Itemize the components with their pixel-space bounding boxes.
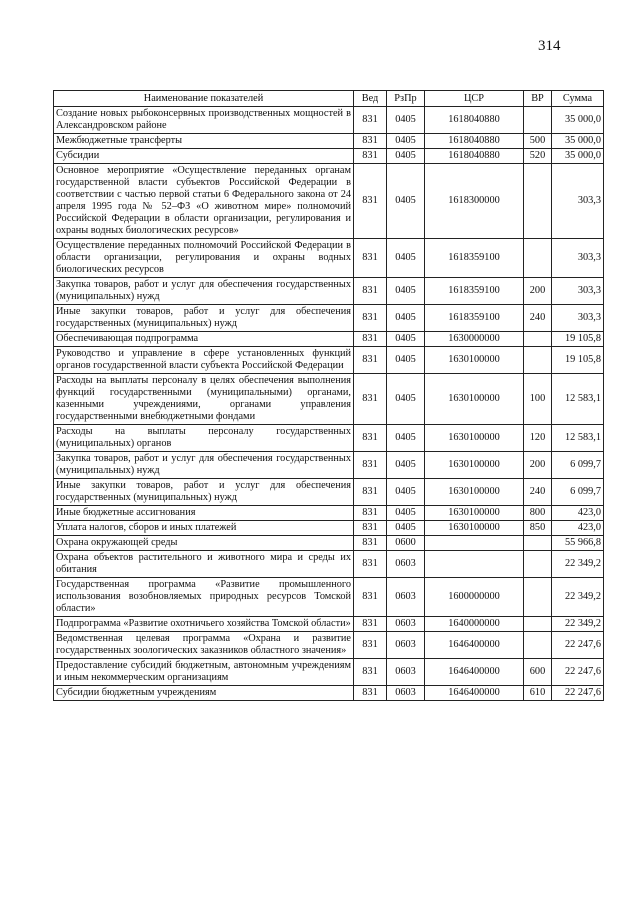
row-rzpr: 0405 [387, 164, 425, 239]
row-csr: 1646400000 [425, 686, 524, 701]
row-name: Иные закупки товаров, работ и услуг для обеспечения государственных (муниципальных) нужд [54, 479, 354, 506]
row-ved: 831 [354, 521, 387, 536]
row-ved: 831 [354, 164, 387, 239]
row-rzpr: 0405 [387, 347, 425, 374]
row-rzpr: 0405 [387, 374, 425, 425]
table-row [54, 332, 604, 347]
row-sum: 12 583,1 [552, 425, 604, 452]
row-name: Иные бюджетные ассигнования [54, 506, 354, 521]
row-sum: 22 247,6 [552, 632, 604, 659]
row-sum: 35 000,0 [552, 134, 604, 149]
row-rzpr: 0405 [387, 332, 425, 347]
row-vr: 100 [524, 374, 552, 425]
row-name: Иные закупки товаров, работ и услуг для обеспечения государственных (муниципальных) нужд [54, 305, 354, 332]
row-rzpr: 0405 [387, 521, 425, 536]
row-ved: 831 [354, 278, 387, 305]
row-rzpr: 0405 [387, 479, 425, 506]
row-csr: 1630100000 [425, 374, 524, 425]
table-row [54, 686, 604, 701]
row-sum: 6 099,7 [552, 479, 604, 506]
row-ved: 831 [354, 452, 387, 479]
header-sum: Сумма [552, 91, 604, 107]
table-row [54, 578, 604, 617]
row-sum: 22 247,6 [552, 686, 604, 701]
table-row [54, 164, 604, 239]
row-csr [425, 551, 524, 578]
row-rzpr: 0603 [387, 686, 425, 701]
row-vr: 800 [524, 506, 552, 521]
budget-table [53, 90, 604, 701]
row-rzpr: 0405 [387, 506, 425, 521]
row-rzpr: 0603 [387, 659, 425, 686]
row-csr: 1630100000 [425, 452, 524, 479]
row-rzpr: 0405 [387, 107, 425, 134]
row-ved: 831 [354, 149, 387, 164]
row-ved: 831 [354, 305, 387, 332]
row-csr: 1630100000 [425, 506, 524, 521]
row-name: Уплата налогов, сборов и иных платежей [54, 521, 354, 536]
row-rzpr: 0405 [387, 134, 425, 149]
header-csr: ЦСР [425, 91, 524, 107]
row-vr: 500 [524, 134, 552, 149]
row-sum: 12 583,1 [552, 374, 604, 425]
row-name: Закупка товаров, работ и услуг для обеспечения государственных (муниципальных) нужд [54, 278, 354, 305]
row-sum: 6 099,7 [552, 452, 604, 479]
row-rzpr: 0405 [387, 278, 425, 305]
row-vr: 200 [524, 452, 552, 479]
table-row [54, 536, 604, 551]
row-vr: 850 [524, 521, 552, 536]
row-ved: 831 [354, 332, 387, 347]
row-csr: 1630100000 [425, 479, 524, 506]
row-name: Расходы на выплаты персоналу государственных (муниципальных) органов [54, 425, 354, 452]
row-vr [524, 536, 552, 551]
row-sum: 19 105,8 [552, 347, 604, 374]
row-vr [524, 578, 552, 617]
row-csr [425, 536, 524, 551]
row-sum: 19 105,8 [552, 332, 604, 347]
row-sum: 35 000,0 [552, 107, 604, 134]
row-vr [524, 332, 552, 347]
row-vr: 240 [524, 305, 552, 332]
table-row [54, 374, 604, 425]
row-rzpr: 0405 [387, 239, 425, 278]
table-row [54, 425, 604, 452]
row-name: Субсидии бюджетным учреждениям [54, 686, 354, 701]
row-csr: 1618040880 [425, 107, 524, 134]
row-rzpr: 0405 [387, 305, 425, 332]
header-rzpr: РзПр [387, 91, 425, 107]
row-vr [524, 239, 552, 278]
table-body [54, 107, 604, 701]
row-name: Закупка товаров, работ и услуг для обеспечения государственных (муниципальных) нужд [54, 452, 354, 479]
row-vr [524, 632, 552, 659]
table-row [54, 551, 604, 578]
row-csr: 1630100000 [425, 347, 524, 374]
row-ved: 831 [354, 347, 387, 374]
row-ved: 831 [354, 659, 387, 686]
row-ved: 831 [354, 425, 387, 452]
row-name: Предоставление субсидий бюджетным, автономным учреждениям и иным некоммерческим организациям [54, 659, 354, 686]
table-row [54, 278, 604, 305]
row-csr: 1630100000 [425, 425, 524, 452]
row-name: Осуществление переданных полномочий Российской Федерации в области организации, регулирования и охраны водных биологических ресурсов [54, 239, 354, 278]
row-vr: 120 [524, 425, 552, 452]
row-vr [524, 107, 552, 134]
row-csr: 1618359100 [425, 305, 524, 332]
row-sum: 303,3 [552, 164, 604, 239]
row-name: Субсидии [54, 149, 354, 164]
row-vr [524, 164, 552, 239]
row-vr: 200 [524, 278, 552, 305]
row-csr: 1646400000 [425, 632, 524, 659]
row-rzpr: 0603 [387, 578, 425, 617]
row-sum: 55 966,8 [552, 536, 604, 551]
row-sum: 35 000,0 [552, 149, 604, 164]
row-csr: 1618359100 [425, 278, 524, 305]
row-sum: 303,3 [552, 239, 604, 278]
row-ved: 831 [354, 239, 387, 278]
header-ved: Вед [354, 91, 387, 107]
row-vr [524, 551, 552, 578]
row-rzpr: 0405 [387, 425, 425, 452]
table-row [54, 149, 604, 164]
row-vr: 610 [524, 686, 552, 701]
table-row [54, 659, 604, 686]
row-rzpr: 0405 [387, 452, 425, 479]
row-csr: 1618040880 [425, 134, 524, 149]
row-ved: 831 [354, 632, 387, 659]
table-row [54, 134, 604, 149]
row-vr [524, 617, 552, 632]
table-row [54, 506, 604, 521]
row-ved: 831 [354, 617, 387, 632]
row-ved: 831 [354, 551, 387, 578]
row-csr: 1618040880 [425, 149, 524, 164]
row-ved: 831 [354, 107, 387, 134]
row-vr: 240 [524, 479, 552, 506]
row-rzpr: 0600 [387, 536, 425, 551]
row-ved: 831 [354, 506, 387, 521]
row-csr: 1640000000 [425, 617, 524, 632]
row-rzpr: 0603 [387, 551, 425, 578]
row-name: Основное мероприятие «Осуществление переданных органам государственной власти субъектов Российской Федерации в соответствии с частью первой статьи 6 Федерального закона от 24 апреля 1995 года № 52–ФЗ «О животном мире» полномочий Российской Федерации в области организации, регулирования и охраны водных биологических ресурсов» [54, 164, 354, 239]
row-ved: 831 [354, 536, 387, 551]
row-sum: 303,3 [552, 305, 604, 332]
row-name: Подпрограмма «Развитие охотничьего хозяйства Томской области» [54, 617, 354, 632]
row-name: Расходы на выплаты персоналу в целях обеспечения выполнения функций государственными (муниципальными) органами, казенными учреждениями, органами управления государственными внебюджетными фондами [54, 374, 354, 425]
row-name: Государственная программа «Развитие промышленного использования возобновляемых природных ресурсов Томской области» [54, 578, 354, 617]
row-rzpr: 0603 [387, 617, 425, 632]
row-name: Создание новых рыбоконсервных производственных мощностей в Александровском районе [54, 107, 354, 134]
row-name: Охрана окружающей среды [54, 536, 354, 551]
row-csr: 1618359100 [425, 239, 524, 278]
row-sum: 303,3 [552, 278, 604, 305]
row-rzpr: 0603 [387, 632, 425, 659]
row-name: Охрана объектов растительного и животного мира и среды их обитания [54, 551, 354, 578]
page-number: 314 [538, 38, 561, 54]
row-csr: 1618300000 [425, 164, 524, 239]
row-sum: 22 349,2 [552, 578, 604, 617]
table-row [54, 617, 604, 632]
row-ved: 831 [354, 134, 387, 149]
row-ved: 831 [354, 374, 387, 425]
row-csr: 1630100000 [425, 521, 524, 536]
row-rzpr: 0405 [387, 149, 425, 164]
table-header-row [54, 91, 604, 107]
table-row [54, 521, 604, 536]
row-sum: 22 349,2 [552, 617, 604, 632]
table-row [54, 305, 604, 332]
table-row [54, 107, 604, 134]
table-row [54, 479, 604, 506]
row-csr: 1646400000 [425, 659, 524, 686]
row-ved: 831 [354, 686, 387, 701]
row-sum: 22 349,2 [552, 551, 604, 578]
row-ved: 831 [354, 479, 387, 506]
header-vr: ВР [524, 91, 552, 107]
row-ved: 831 [354, 578, 387, 617]
table-row [54, 452, 604, 479]
row-vr [524, 347, 552, 374]
row-name: Руководство и управление в сфере установленных функций органов государственной власти субъекта Российской Федерации [54, 347, 354, 374]
table-row [54, 632, 604, 659]
row-vr: 600 [524, 659, 552, 686]
row-csr: 1630000000 [425, 332, 524, 347]
row-csr: 1600000000 [425, 578, 524, 617]
row-sum: 22 247,6 [552, 659, 604, 686]
row-name: Межбюджетные трансферты [54, 134, 354, 149]
row-sum: 423,0 [552, 521, 604, 536]
row-name: Ведомственная целевая программа «Охрана и развитие государственных зоологических заказников областного значения» [54, 632, 354, 659]
table-row [54, 347, 604, 374]
table-row [54, 239, 604, 278]
row-sum: 423,0 [552, 506, 604, 521]
row-name: Обеспечивающая подпрограмма [54, 332, 354, 347]
row-vr: 520 [524, 149, 552, 164]
header-name: Наименование показателей [54, 91, 354, 107]
